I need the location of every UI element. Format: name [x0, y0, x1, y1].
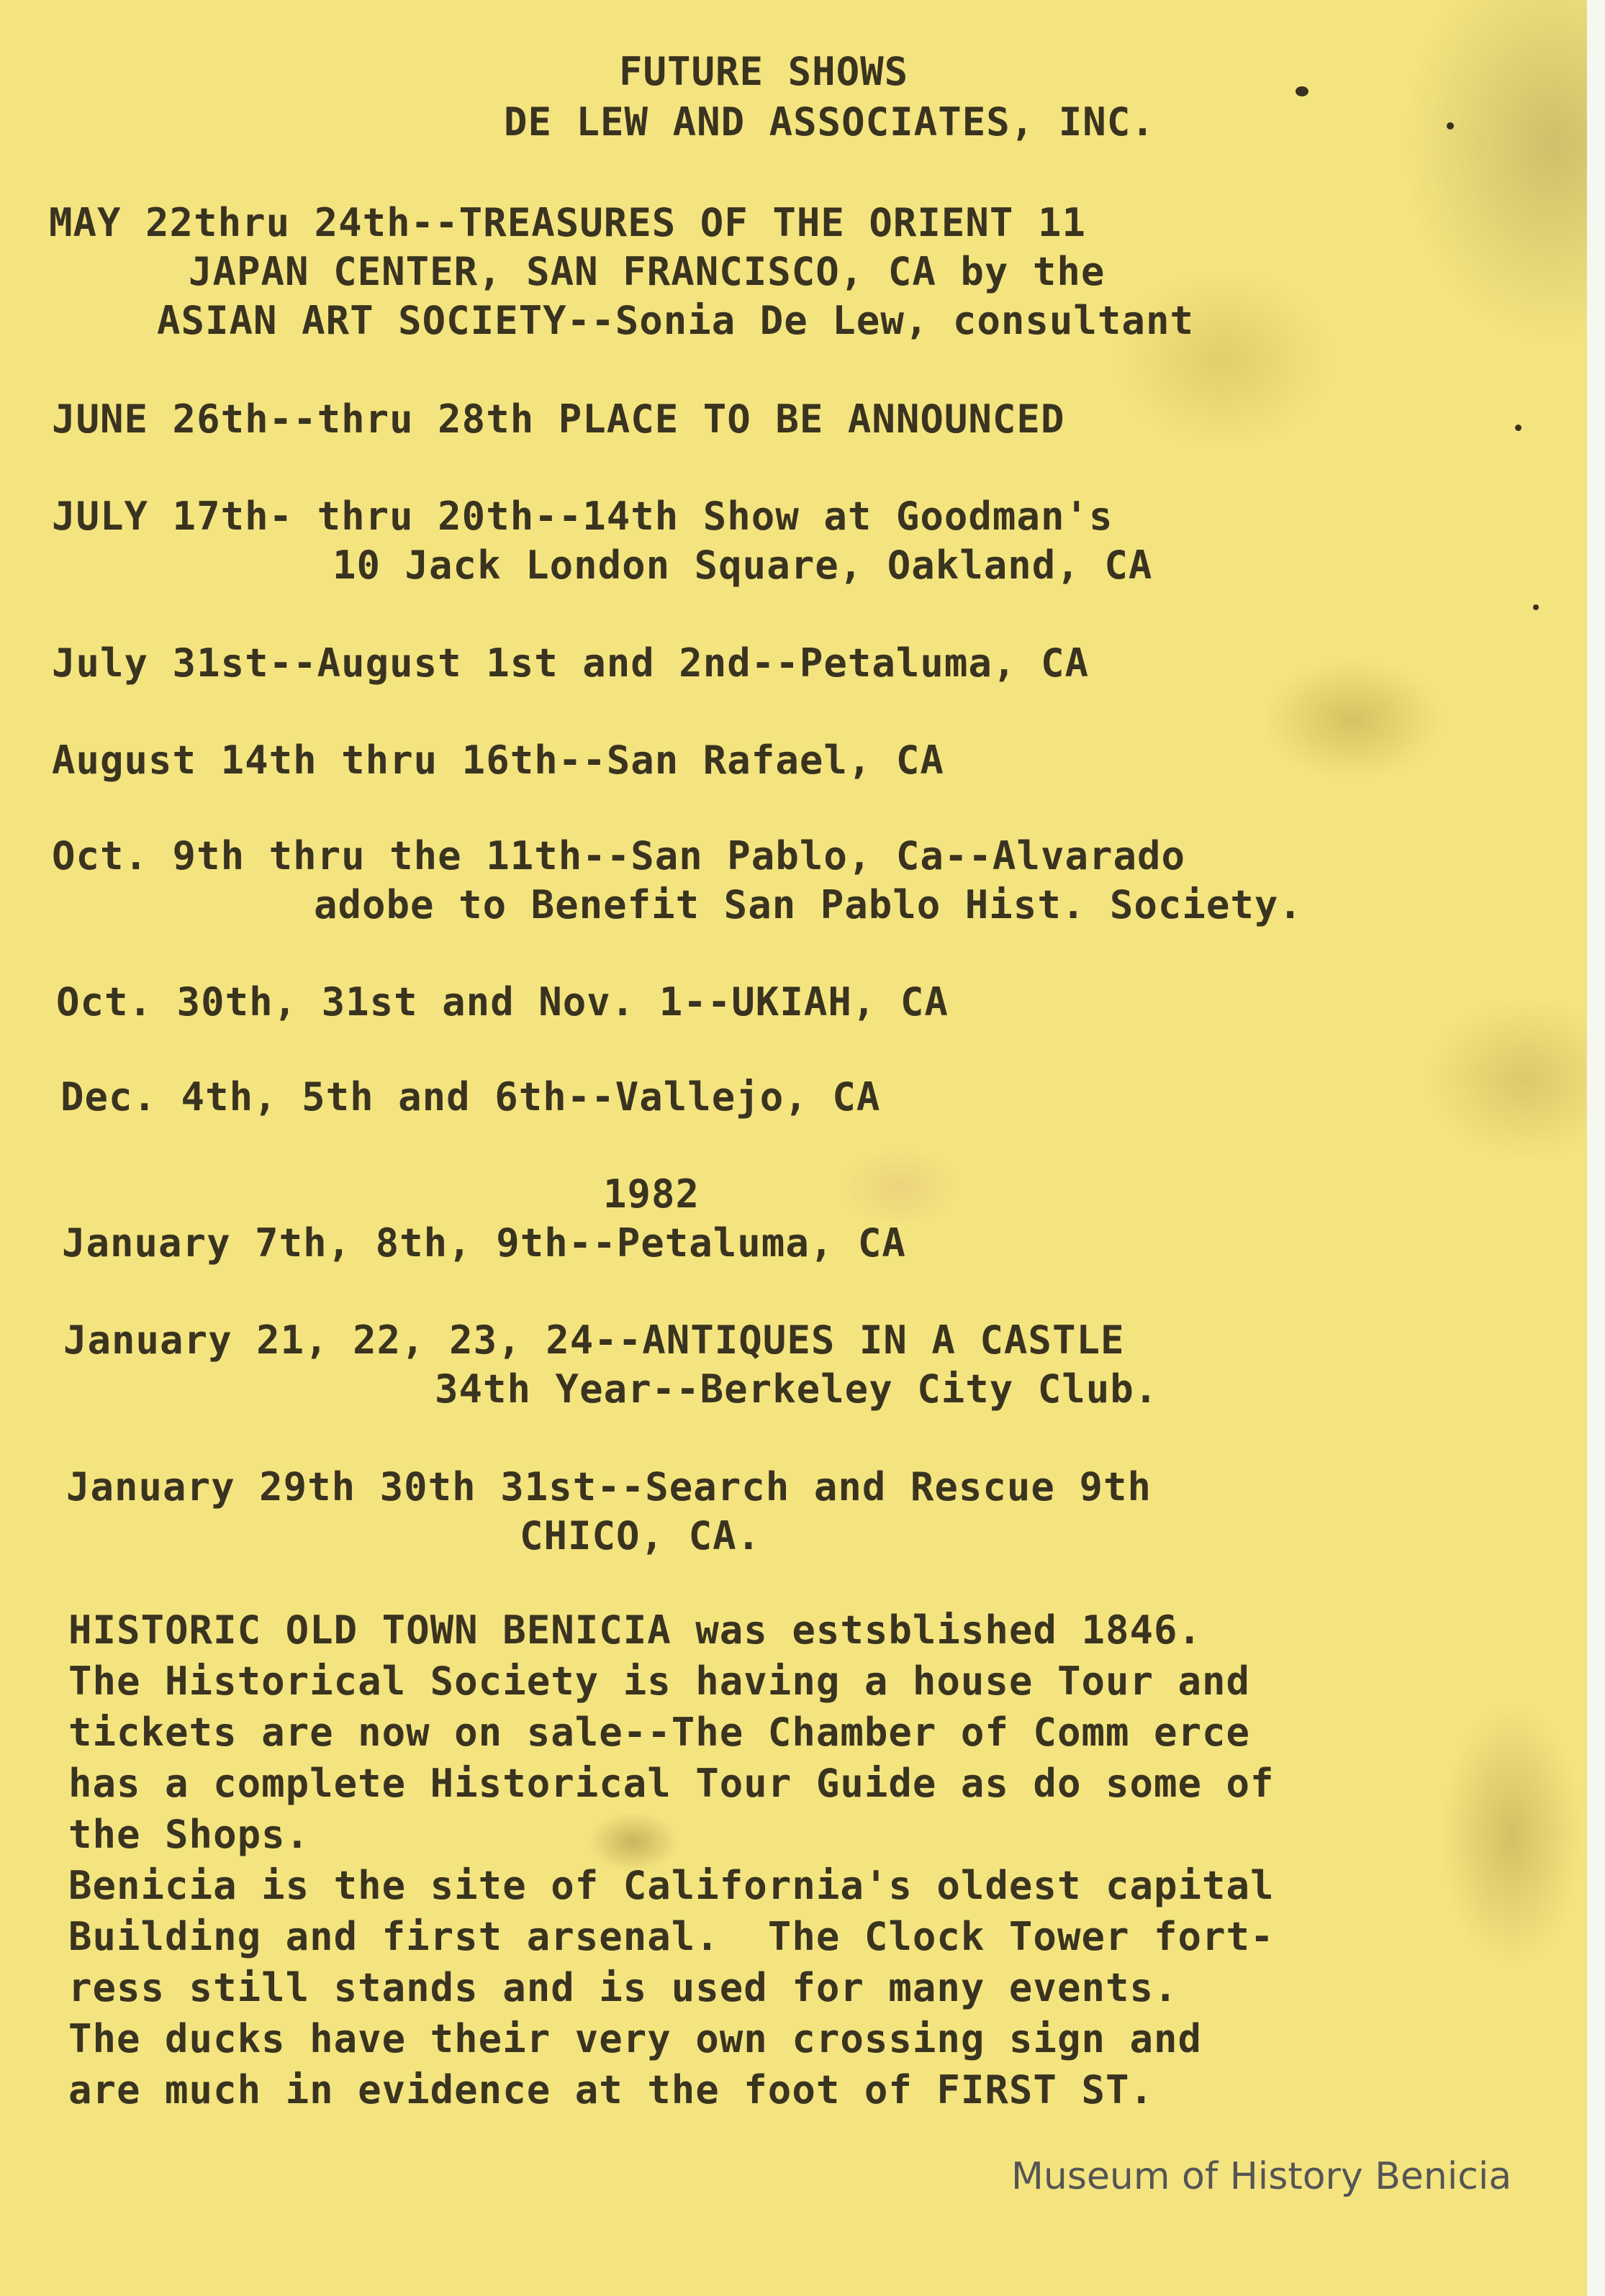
- paragraph-line: HISTORIC OLD TOWN BENICIA was estsblished 1846.: [68, 1607, 1203, 1653]
- scan-margin: [1587, 0, 1605, 2296]
- event-line: ASIAN ART SOCIETY--Sonia De Lew, consultant: [157, 298, 1194, 343]
- paragraph-line: The ducks have their very own crossing sign and: [68, 2016, 1203, 2061]
- paragraph-line: tickets are now on sale--The Chamber of Comm erce: [68, 1710, 1251, 1755]
- paragraph-line: Building and first arsenal. The Clock Tower fort-: [68, 1914, 1275, 1959]
- ink-speck: [1533, 604, 1539, 610]
- paragraph-line: Benicia is the site of California's oldest capital: [68, 1863, 1275, 1908]
- event-line: adobe to Benefit San Pablo Hist. Society.: [314, 882, 1303, 927]
- header-title: FUTURE SHOWS: [619, 49, 909, 94]
- museum-watermark: Museum of History Benicia: [1011, 2155, 1512, 2198]
- paragraph-line: are much in evidence at the foot of FIRST ST.: [68, 2067, 1154, 2113]
- event-line: CHICO, CA.: [520, 1513, 761, 1558]
- event-line: MAY 22thru 24th--TREASURES OF THE ORIENT 11: [49, 200, 1086, 245]
- event-line: January 7th, 8th, 9th--Petaluma, CA: [62, 1220, 906, 1266]
- ink-speck: [1515, 425, 1522, 431]
- ink-speck: [1447, 122, 1454, 130]
- event-line: JAPAN CENTER, SAN FRANCISCO, CA by the: [189, 249, 1106, 294]
- event-line: JUNE 26th--thru 28th PLACE TO BE ANNOUNCED: [52, 396, 1065, 442]
- event-line: August 14th thru 16th--San Rafael, CA: [52, 738, 944, 783]
- event-line: July 31st--August 1st and 2nd--Petaluma, CA: [52, 640, 1089, 686]
- event-line: Dec. 4th, 5th and 6th--Vallejo, CA: [60, 1074, 881, 1120]
- event-line: Oct. 9th thru the 11th--San Pablo, Ca--Alvarado: [52, 833, 1186, 879]
- event-line: Oct. 30th, 31st and Nov. 1--UKIAH, CA: [56, 979, 949, 1025]
- header-company: DE LEW AND ASSOCIATES, INC.: [504, 99, 1155, 145]
- paragraph-line: the Shops.: [68, 1812, 310, 1857]
- event-line: 34th Year--Berkeley City Club.: [435, 1366, 1159, 1412]
- paragraph-line: ress still stands and is used for many events.: [68, 1965, 1178, 2010]
- event-line: 10 Jack London Square, Oakland, CA: [333, 543, 1153, 588]
- benicia-paragraph: [68, 1605, 1529, 2115]
- paragraph-line: has a complete Historical Tour Guide as do some of: [68, 1761, 1275, 1806]
- event-line: January 21, 22, 23, 24--ANTIQUES IN A CASTLE: [63, 1317, 1125, 1363]
- ink-speck: [1296, 86, 1308, 96]
- event-line: JULY 17th- thru 20th--14th Show at Goodman's: [52, 494, 1113, 539]
- paragraph-line: The Historical Society is having a house Tour and: [68, 1659, 1251, 1704]
- event-line: January 29th 30th 31st--Search and Rescue 9th: [66, 1464, 1152, 1510]
- year-heading: 1982: [603, 1171, 700, 1217]
